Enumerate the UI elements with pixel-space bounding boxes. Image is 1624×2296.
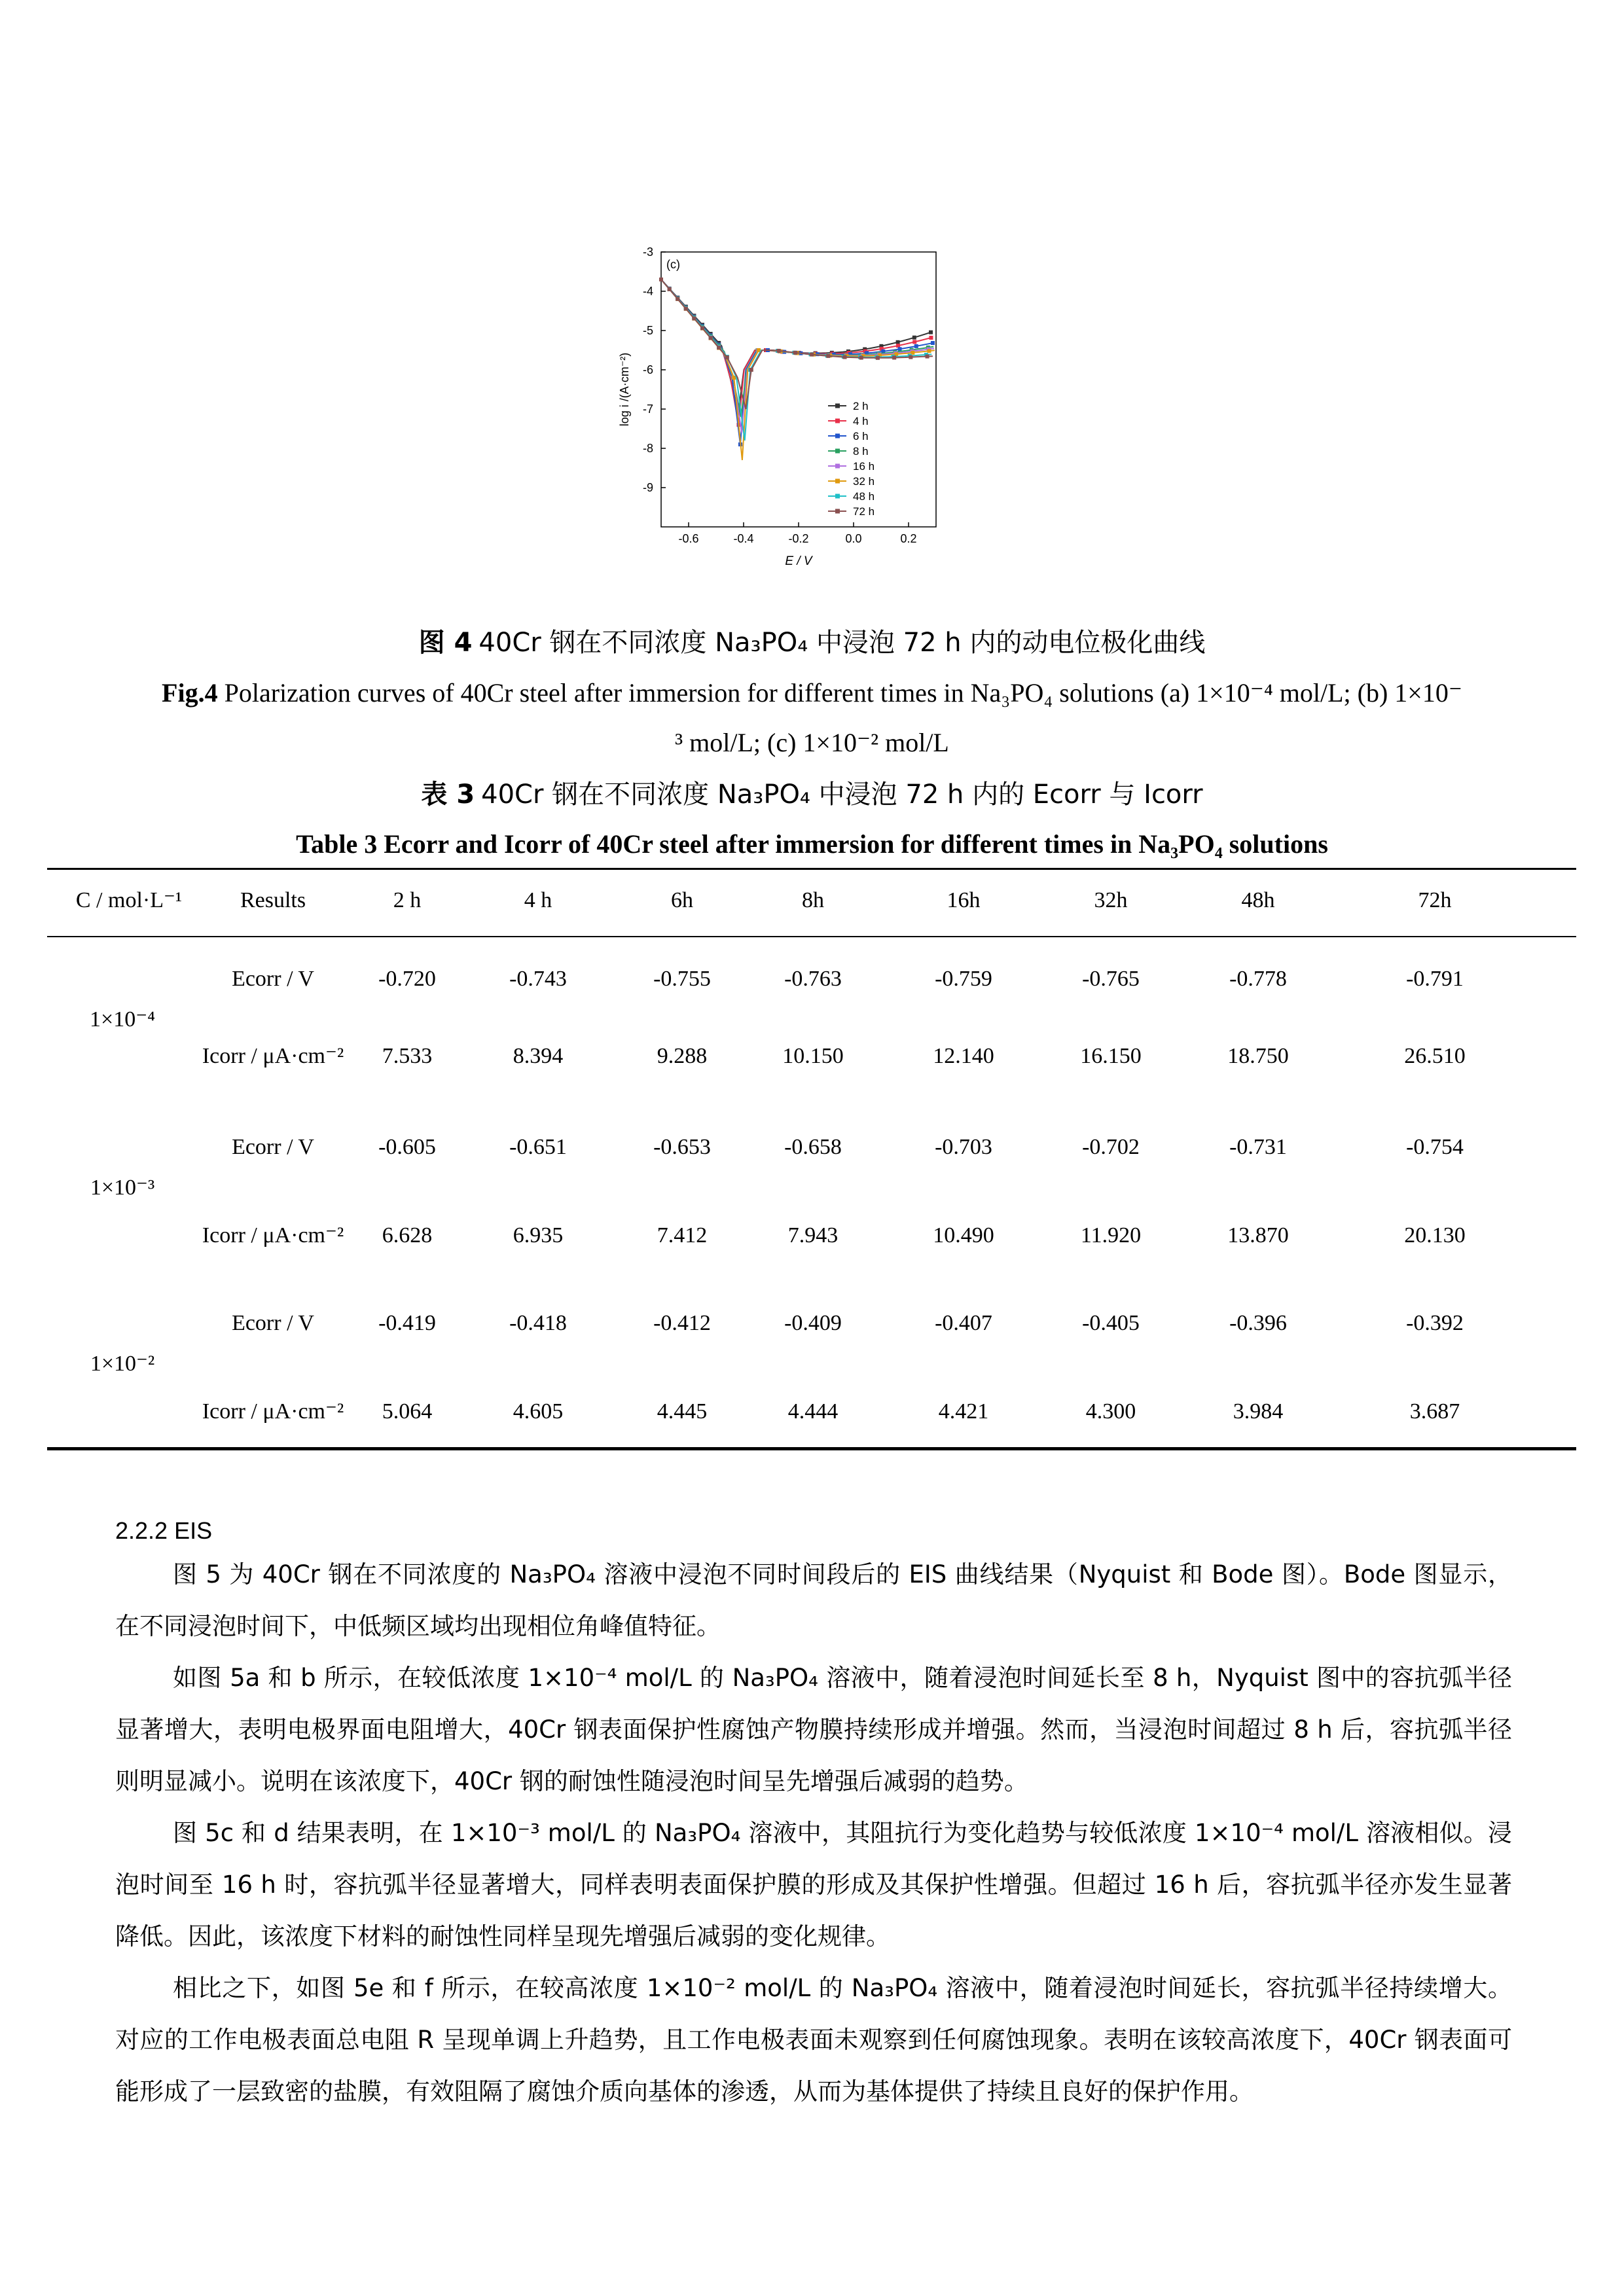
table-top-rule (47, 868, 1576, 870)
paragraph-3: 图 5c 和 d 结果表明，在 1×10⁻³ mol/L 的 Na₃PO₄ 溶液中，其阻抗行为变化趋势与较低浓度 1×10⁻⁴ mol/L 溶液相似。浸泡时间至 16 h 时，容抗弧半径显著增大，同样表明表面保护膜的形成及其保护性增强。但超过 16 h 后，容抗弧半径亦发生显著降低。因此，该浓度下材料的耐蚀性同样呈现先增强后减弱的变化规律。 (115, 1819, 1512, 1950)
paragraph-1: 图 5 为 40Cr 钢在不同浓度的 Na₃PO₄ 溶液中浸泡不同时间段后的 EIS 曲线结果（Nyquist 和 Bode 图）。Bode 图显示，在不同浸泡时间下，中低频区域均出现相位角峰值特征。 (115, 1560, 1512, 1640)
table-caption-cn-text: 40Cr 钢在不同浓度 Na₃PO₄ 中浸泡 72 h 内的 Ecorr 与 Icorr (481, 780, 1203, 810)
series-line (661, 279, 933, 444)
series-marker (725, 355, 729, 359)
series-marker (909, 355, 912, 359)
legend-swatch-marker (835, 419, 840, 423)
series-marker (914, 344, 918, 348)
legend-label: 6 h (853, 430, 869, 442)
series-marker (931, 341, 935, 345)
series-line (661, 279, 933, 417)
series-marker (793, 351, 797, 355)
paragraph-4: 相比之下，如图 5e 和 f 所示，在较高浓度 1×10⁻² mol/L 的 Na₃PO₄ 溶液中，随着浸泡时间延长，容抗弧半径持续增大。对应的工作电极表面总电阻 R 呈现单调上升趋势，且工作电极表面未观察到任何腐蚀现象。表明在该较高浓度下，40Cr 钢表面可能形成了一层致密的盐膜，有效阻隔了腐蚀介质向基体的渗透，从而为基体提供了持续且良好的保护作用。 (115, 1974, 1512, 2106)
series-marker (892, 355, 896, 359)
y-tick-label: -5 (642, 324, 653, 337)
legend-label: 32 h (853, 475, 875, 488)
legend-swatch-marker (835, 434, 840, 439)
legend-swatch-marker (835, 479, 840, 484)
series-marker (929, 331, 933, 334)
series-marker (896, 344, 900, 348)
x-tick-label: 0.0 (845, 532, 862, 545)
section-heading: 2.2.2 EIS (115, 1517, 213, 1544)
legend-label: 16 h (853, 460, 875, 473)
figure-caption-en-line2: ³ mol/L; (c) 1×10⁻² mol/L (675, 728, 949, 757)
series-marker (692, 317, 696, 321)
y-tick-label: -3 (642, 245, 653, 259)
figure-caption-en-label: Fig.4 (162, 678, 218, 708)
series-marker (859, 356, 863, 360)
series-marker (912, 340, 916, 344)
figure-caption-cn-label: 图 4 (418, 628, 473, 658)
series-marker (843, 355, 847, 359)
table-caption-cn (0, 776, 1624, 813)
x-tick-label: -0.2 (788, 532, 809, 545)
figure-caption-en (0, 675, 1624, 711)
figure-caption-cn-text: 40Cr 钢在不同浓度 Na₃PO₄ 中浸泡 72 h 内的动电位极化曲线 (478, 628, 1206, 658)
legend-label: 4 h (853, 415, 869, 427)
series-marker (659, 278, 663, 281)
legend-label: 48 h (853, 490, 875, 503)
table-caption-cn-label: 表 3 (421, 780, 475, 810)
legend-swatch-marker (835, 464, 840, 469)
y-axis-label: log i /(A·cm⁻²) (618, 352, 631, 427)
series-marker (709, 336, 713, 340)
table-bottom-rule (47, 1447, 1576, 1450)
series-marker (777, 349, 781, 353)
series-marker (929, 336, 933, 340)
series-marker (896, 340, 900, 344)
series-marker (749, 368, 753, 372)
legend-label: 2 h (853, 400, 869, 412)
legend-swatch-marker (835, 449, 840, 454)
y-tick-label: -4 (642, 285, 653, 298)
series-marker (676, 297, 679, 301)
series-marker (926, 355, 929, 359)
x-tick-label: 0.2 (900, 532, 917, 545)
legend-swatch-marker (835, 404, 840, 408)
series-marker (668, 287, 672, 291)
y-tick-label: -9 (642, 481, 653, 494)
series-marker (684, 307, 688, 311)
plot-frame (661, 252, 936, 527)
y-tick-label: -7 (642, 403, 653, 416)
series-line (661, 279, 931, 440)
series-marker (826, 354, 830, 358)
legend-swatch-marker (835, 494, 840, 499)
polarization-chart (589, 236, 1047, 589)
legend-swatch-marker (835, 509, 840, 514)
y-tick-label: -6 (642, 363, 653, 376)
legend-label: 8 h (853, 445, 869, 457)
legend-label: 72 h (853, 505, 875, 518)
x-axis-label: E / V (785, 554, 812, 568)
x-tick-label: -0.4 (733, 532, 754, 545)
figure-caption-cn (0, 624, 1624, 661)
series-marker (717, 346, 721, 350)
series-marker (898, 347, 902, 351)
paragraph-2: 如图 5a 和 b 所示，在较低浓度 1×10⁻⁴ mol/L 的 Na₃PO₄ 溶液中，随着浸泡时间延长至 8 h，Nyquist 图中的容抗弧半径显著增大，表明电极界面电阻增大，40Cr 钢表面保护性腐蚀产物膜持续形成并增强。然而，当浸泡时间超过 8 h 后，容抗弧半径则明显减小。说明在该浓度下，40Cr 钢的耐蚀性随浸泡时间呈先增强后减弱的趋势。 (115, 1664, 1512, 1795)
series-marker (928, 349, 931, 353)
series-marker (912, 336, 916, 340)
x-tick-label: -0.6 (678, 532, 699, 545)
results-table: C / mol·L⁻¹ Results 2 h 4 h 6h 8h 16h 32h 48h 72h 1×10⁻⁴ Ecorr / V Icorr / μA·cm⁻² -0.720 -0.743 -0.755 -0.763 -0.759 -0.765 -0.778 -0.791 7.533 8.394 9.288 10.150 12.140 16.150 18.750 26.510 1×10⁻³ Ecorr / V Icorr / μA·cm⁻² -0.605 -0.651 -0.653 -0.658 -0.703 -0.702 -0.731 -0.754 6.628 6.935 7.412 7.943 10.490 11.920 13.870 20.130 1×10⁻² Ecorr / V Icorr / μA·cm⁻² -0.419 -0.418 -0.412 -0.409 -0.407 -0.405 -0.396 -0.392 5.064 4.605 4.445 4.444 4.421 4.300 3.984 3.687 (47, 868, 1576, 1452)
figure-caption-en-text: Polarization curves of 40Cr steel after immersion for different times in Na₃PO₄ solutions (a) 1×10⁻⁴ mol/L; (b) 1×10⁻ (224, 678, 1462, 708)
polarization-figure (589, 236, 1047, 589)
series-line (661, 279, 931, 413)
series-marker (810, 353, 814, 357)
y-tick-label: -8 (642, 442, 653, 455)
series-marker (876, 356, 880, 360)
table-caption-en: Table 3 Ecorr and Icorr of 40Cr steel after immersion for different times in Na₃PO₄ solutions (296, 829, 1328, 859)
series-marker (700, 326, 704, 330)
table-header-rule (47, 936, 1576, 937)
panel-label: (c) (666, 258, 680, 271)
series-line (661, 279, 935, 460)
